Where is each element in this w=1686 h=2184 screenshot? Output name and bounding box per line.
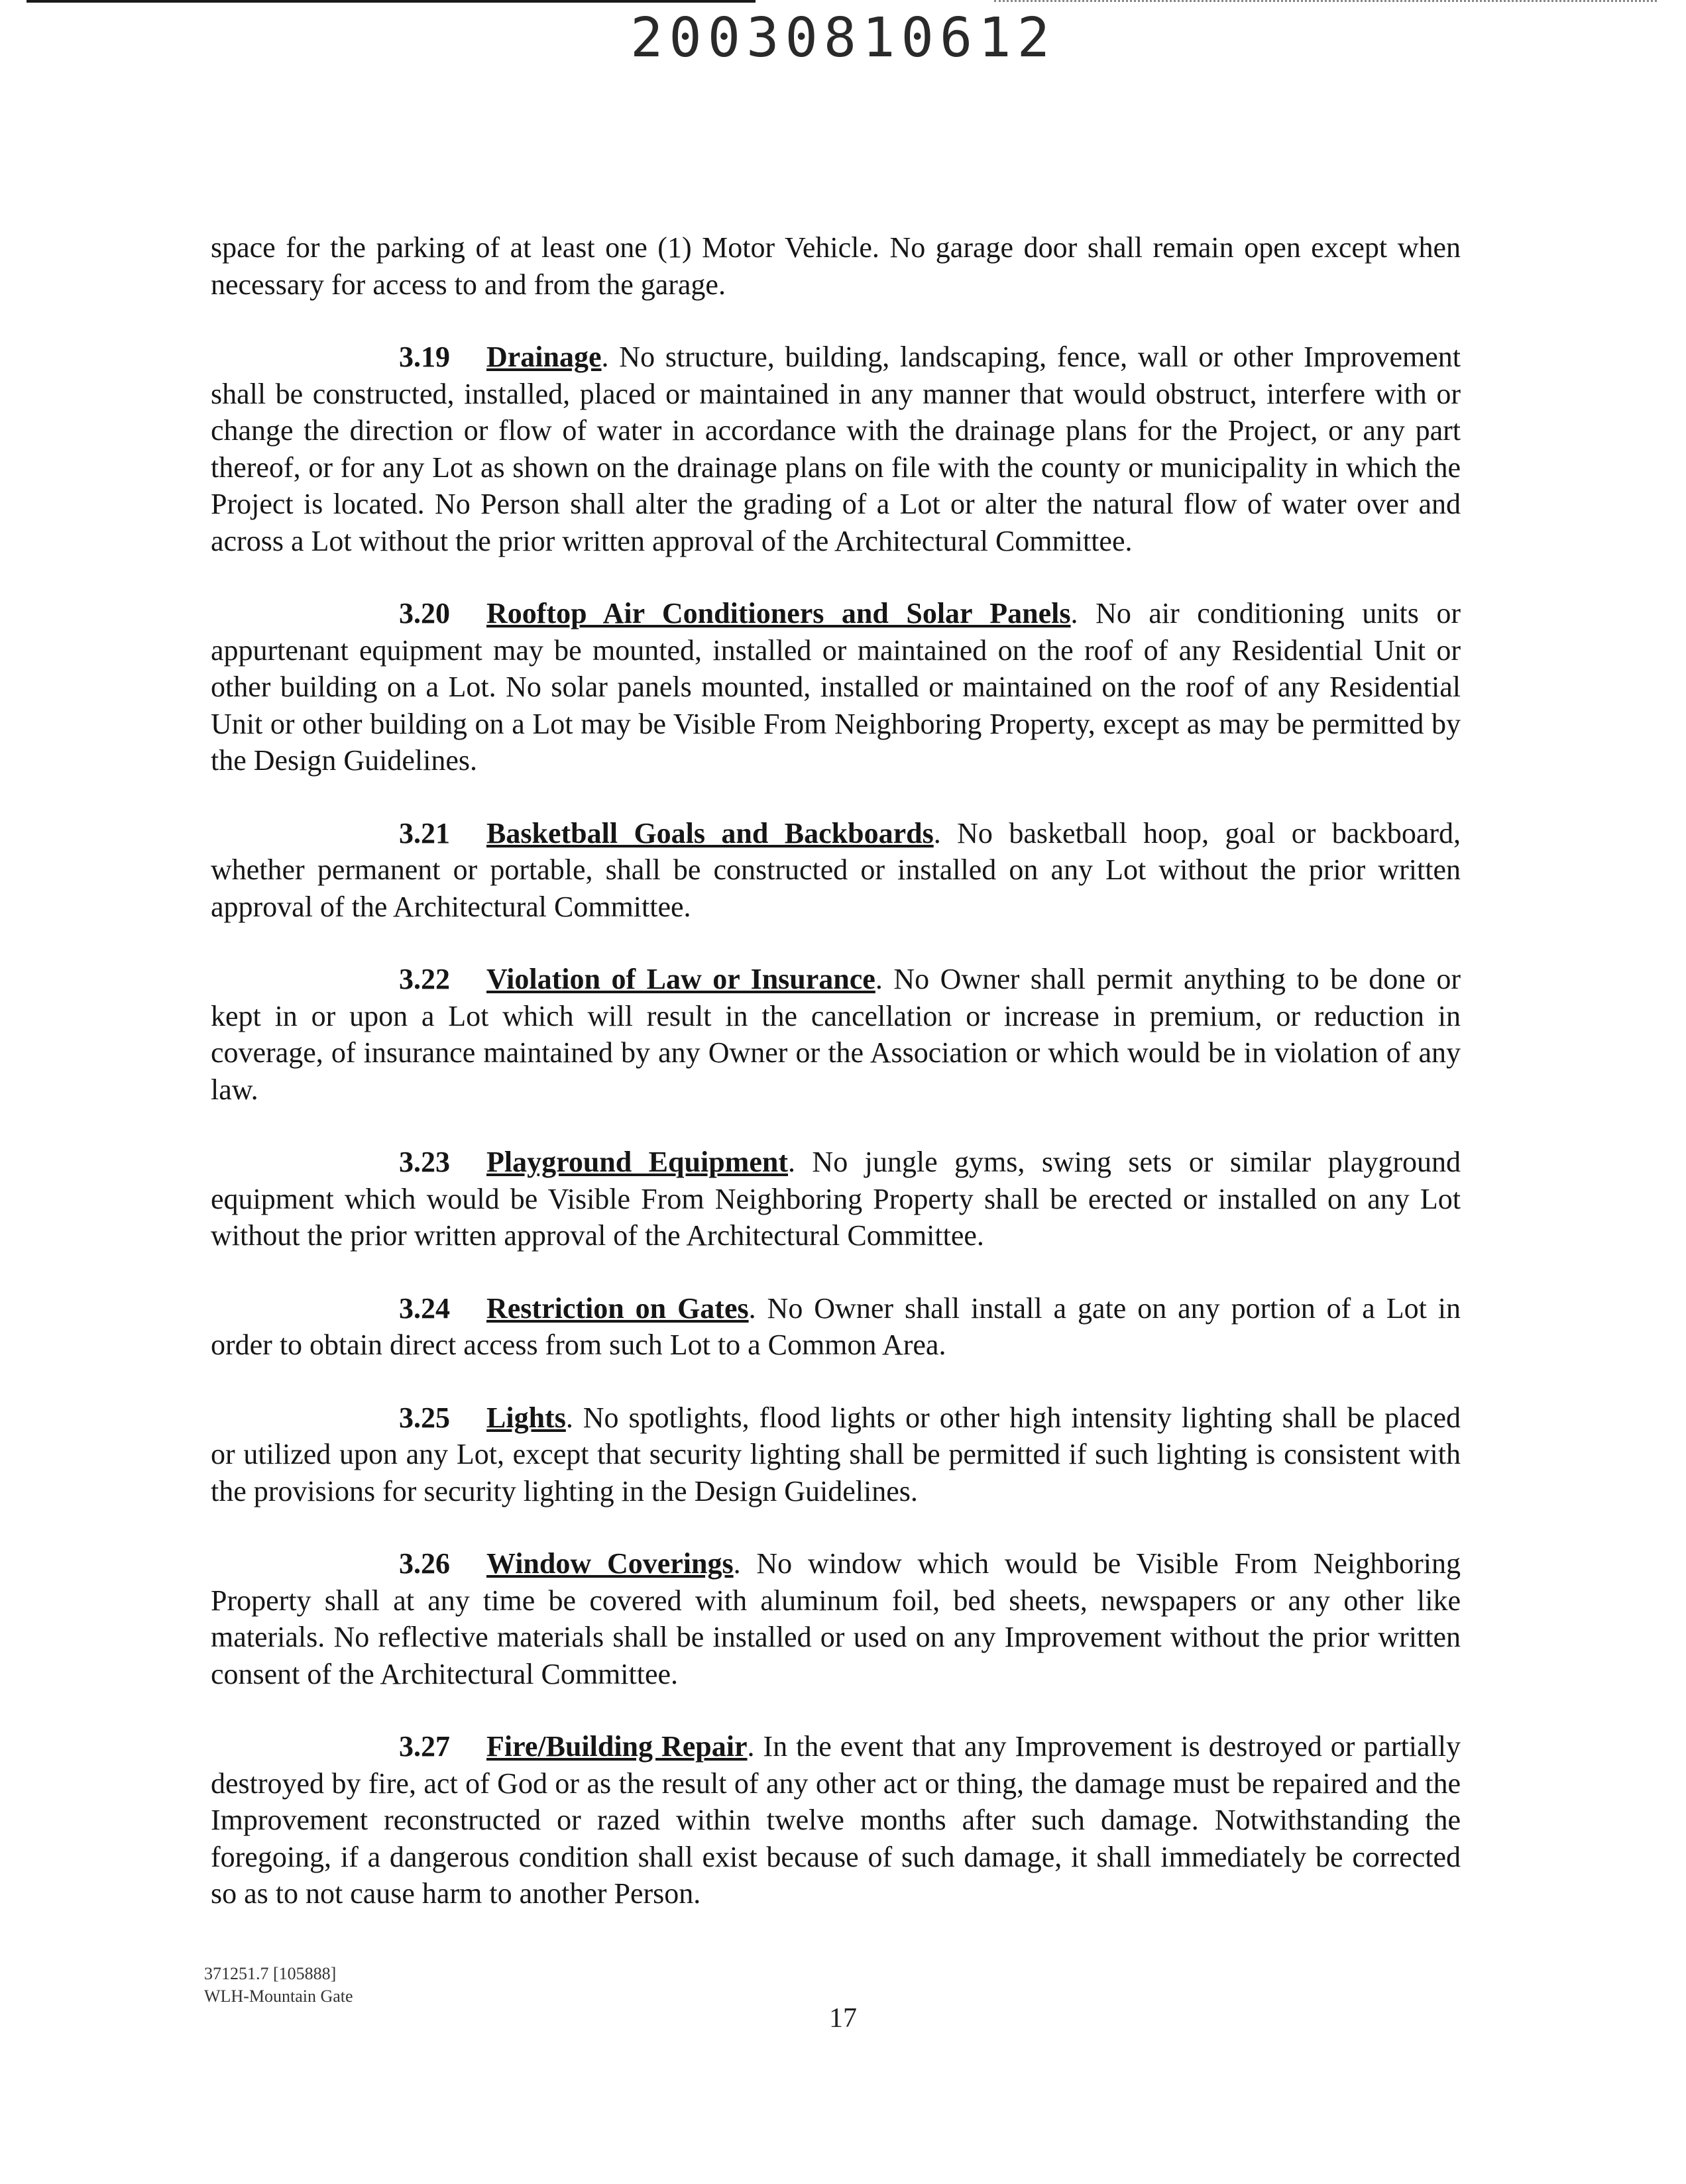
section-3-27 [211,1728,1461,1912]
section-number: 3.19 [399,341,450,373]
section-number: 3.26 [399,1547,450,1580]
section-3-21 [211,815,1461,926]
section-text: . No Owner shall permit anything to be done or kept in or upon a Lot which will result in the cancellation or increase in premium, or reduction in coverage, of insurance maintained by any Owner or the Association or which would be in violation of any law. [211,963,1461,1106]
document-number: 20030810612 [630,7,1056,70]
section-heading: Playground Equipment [486,1146,788,1178]
section-number: 3.24 [399,1291,450,1325]
section-text: . No basketball hoop, goal or backboard, whether permanent or portable, shall be constructed or installed on any Lot without the prior written approval of the Architectural Committee. [211,816,1461,923]
section-number: 3.25 [399,1401,450,1434]
section-3-20 [211,595,1461,779]
top-rule [27,0,756,3]
section-3-24 [211,1290,1461,1364]
section-heading: Restriction on Gates [486,1291,749,1325]
section-number: 3.20 [399,597,450,629]
section-text: . No air conditioning units or appurtenant equipment may be mounted, installed or maintained on the roof of any Residential Unit or other building on a Lot. No solar panels mounted, installed or maintained on the roof of any Residential Unit or other building on a Lot may be Visible From Neighboring Property, except as may be permitted by the Design Guidelines. [211,597,1461,777]
section-number: 3.27 [399,1730,450,1763]
section-number: 3.23 [399,1146,450,1178]
section-heading: Violation of Law or Insurance [486,963,875,995]
footer-reference [204,1963,353,2008]
intro-paragraph: space for the parking of at least one (1) Motor Vehicle. No garage door shall remain open except when necessary for access to and from the garage. [211,231,1461,301]
section-3-19 [211,339,1461,559]
section-heading: Lights [486,1401,566,1434]
section-text: . No structure, building, landscaping, fence, wall or other Improvement shall be constructed, installed, placed or maintained in any manner that would obstruct, interfere with or change the direction or flow of water in accordance with the drainage plans for the Project, or any part thereof, or for any Lot as shown on the drainage plans on file with the county or municipality in which the Project is located. No Person shall alter the grading of a Lot or alter the natural flow of water over and across a Lot without the prior written approval of the Architectural Committee. [211,341,1461,557]
page-body [211,229,1461,1912]
section-heading: Basketball Goals and Backboards [486,816,934,849]
section-heading: Drainage [486,341,602,373]
section-heading: Window Coverings [486,1547,734,1580]
section-text: . No window which would be Visible From Neighboring Property shall at any time be covered with aluminum foil, bed sheets, newspapers or any other like materials. No reflective materials shall be installed or used on any Improvement without the prior written consent of the Architectural Committee. [211,1547,1461,1690]
section-heading: Fire/Building Repair [486,1730,748,1763]
section-text: . No jungle gyms, swing sets or similar playground equipment which would be Visible From Neighboring Property shall be erected or installed on any Lot without the prior written approval of the Architectural Committee. [211,1146,1461,1252]
section-number: 3.22 [399,963,450,995]
section-3-26 [211,1545,1461,1692]
section-3-23 [211,1144,1461,1254]
section-text: . No spotlights, flood lights or other high intensity lighting shall be placed or utilized upon any Lot, except that security lighting shall be permitted if such lighting is consistent with the provisions for security lighting in the Design Guidelines. [211,1401,1461,1507]
section-3-25 [211,1399,1461,1510]
page-number: 17 [829,2003,857,2034]
section-3-22 [211,961,1461,1108]
section-number: 3.21 [399,816,450,849]
top-scan-dots [994,0,1657,3]
file-name: WLH-Mountain Gate [204,1987,353,2006]
section-heading: Rooftop Air Conditioners and Solar Panels [486,597,1071,629]
section-text: . No Owner shall install a gate on any portion of a Lot in order to obtain direct access from such Lot to a Common Area. [211,1291,1461,1361]
file-reference: 371251.7 [105888] [204,1964,337,1983]
section-text: . In the event that any Improvement is destroyed or partially destroyed by fire, act of God or as the result of any other act or thing, the damage must be repaired and the Improvement reconstructed or razed within twelve months after such damage. Notwithstanding the foregoing, if a dangerous condition shall exist because of such damage, it shall immediately be corrected so as to not cause harm to another Person. [211,1730,1461,1910]
